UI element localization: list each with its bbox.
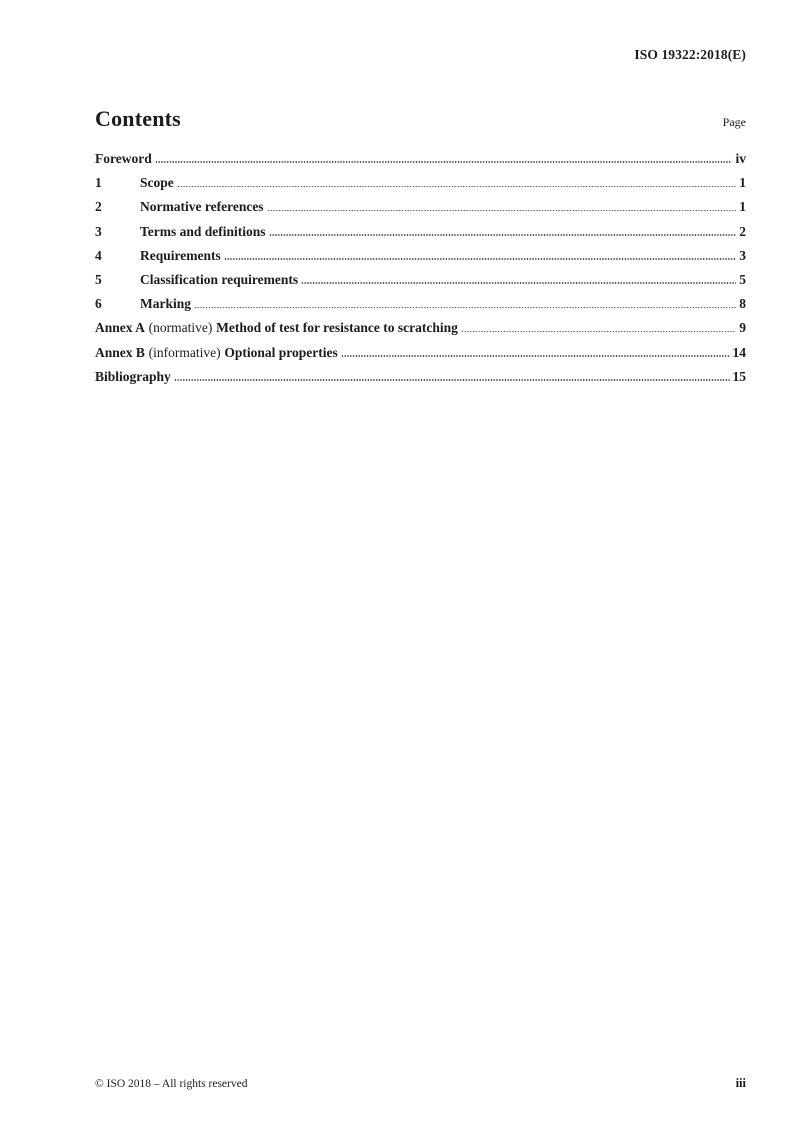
- toc-entry-requirements: [95, 248, 746, 272]
- toc-entry-title: Scope: [140, 175, 174, 191]
- toc-entry-title: Foreword: [95, 151, 152, 166]
- toc-entry-title: Annex A: [95, 320, 145, 336]
- dot-leader: [461, 331, 736, 333]
- table-of-contents: [95, 151, 746, 393]
- page-title: Contents: [95, 106, 181, 131]
- toc-entry-scope: [95, 175, 746, 199]
- toc-entry-number: 3: [95, 223, 102, 239]
- toc-entry-number: 4: [95, 247, 102, 263]
- dot-leader: [269, 234, 737, 236]
- toc-entry-page: 5: [739, 271, 746, 287]
- contents-header: [95, 106, 746, 132]
- toc-entry-title: Annex B: [95, 344, 145, 360]
- page-number: iii: [735, 1076, 746, 1090]
- toc-entry-page: 2: [739, 223, 746, 239]
- toc-entry-title: Terms and definitions: [140, 223, 266, 239]
- toc-entry-subtitle: Optional properties: [224, 344, 338, 360]
- dot-leader: [194, 307, 736, 309]
- toc-entry-classification-requirements: [95, 272, 746, 296]
- toc-entry-number: 6: [95, 296, 102, 312]
- toc-entry-page: iv: [735, 151, 746, 166]
- toc-entry-page: 3: [739, 247, 746, 263]
- toc-entry-marking: [95, 296, 746, 320]
- dot-leader: [267, 210, 737, 212]
- toc-entry-page: 8: [739, 296, 746, 312]
- page-column-label: Page: [722, 115, 746, 129]
- dot-leader: [341, 355, 730, 357]
- dot-leader: [301, 282, 736, 284]
- document-reference: ISO 19322:2018(E): [634, 47, 746, 62]
- toc-entry-page: 1: [739, 175, 746, 191]
- toc-entry-page: 9: [739, 320, 746, 336]
- toc-entry-number: 5: [95, 271, 102, 287]
- toc-entry-number: 2: [95, 199, 102, 215]
- toc-entry-title: Normative references: [140, 199, 264, 215]
- toc-entry-normative-references: [95, 199, 746, 223]
- toc-entry-title: Requirements: [140, 247, 221, 263]
- toc-entry-bibliography: [95, 369, 746, 393]
- toc-entry-annex-b: [95, 345, 746, 369]
- toc-entry-title: Bibliography: [95, 368, 171, 384]
- toc-entry-page: 1: [739, 199, 746, 215]
- dot-leader: [174, 379, 730, 381]
- toc-entry-qualifier: (informative): [148, 344, 221, 360]
- toc-entry-annex-a: [95, 320, 746, 344]
- toc-entry-title: Marking: [140, 296, 192, 312]
- toc-entry-qualifier: (normative): [148, 320, 213, 336]
- page-footer: [95, 1076, 746, 1091]
- toc-entry-title: Classification requirements: [140, 271, 299, 287]
- dot-leader: [177, 186, 737, 188]
- copyright-notice: © ISO 2018 – All rights reserved: [95, 1078, 248, 1090]
- toc-entry-foreword: [95, 151, 746, 175]
- toc-entry-number: 1: [95, 175, 102, 191]
- toc-entry-page: 15: [732, 368, 746, 384]
- toc-entry-page: 14: [732, 344, 746, 360]
- toc-entry-subtitle: Method of test for resistance to scratching: [216, 320, 458, 336]
- dot-leader: [155, 161, 733, 163]
- toc-entry-terms-and-definitions: [95, 224, 746, 248]
- dot-leader: [224, 258, 737, 260]
